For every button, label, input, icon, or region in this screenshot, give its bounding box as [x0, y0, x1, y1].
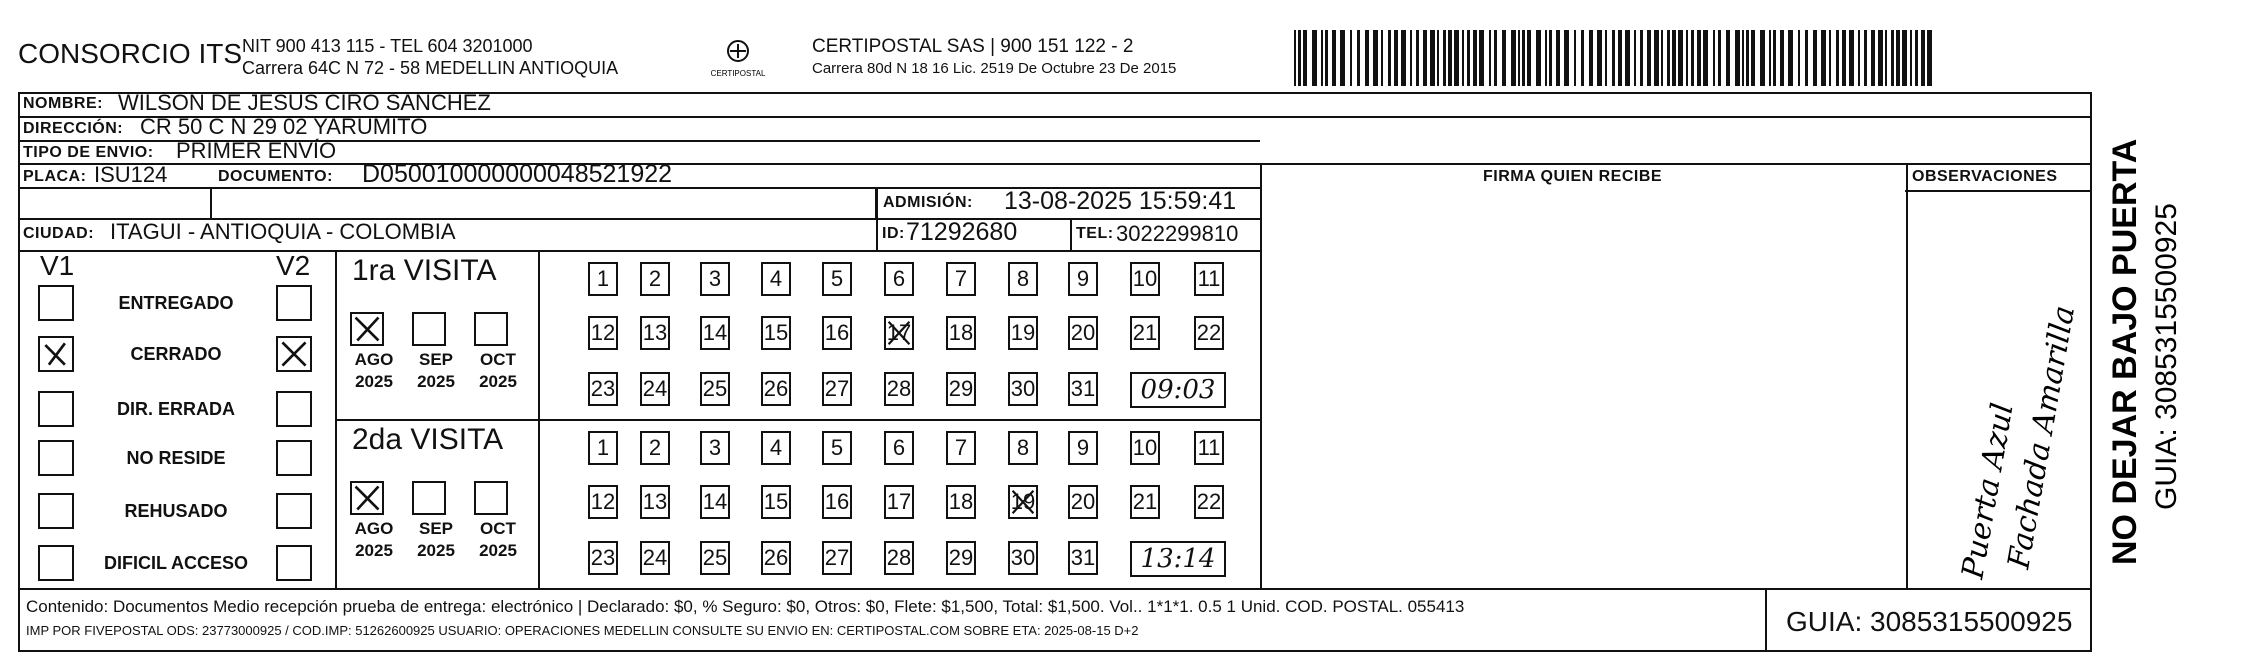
certipostal-logo [708, 38, 768, 82]
barcode-bar [1527, 30, 1531, 86]
barcode-bar [1448, 30, 1452, 86]
barcode-bar [1634, 30, 1636, 86]
day-box[interactable]: 1 [588, 262, 618, 296]
month-checkbox[interactable] [350, 481, 384, 515]
barcode-bar [1891, 30, 1894, 86]
visit-time: 13:14 [1140, 544, 1216, 574]
barcode-bar [1545, 30, 1547, 86]
day-box[interactable]: 2 [640, 262, 670, 296]
day-box[interactable]: 30 [1008, 372, 1038, 406]
day-box[interactable]: 15 [761, 316, 791, 350]
barcode-bar [1878, 30, 1883, 86]
day-box[interactable]: 22 [1194, 485, 1224, 519]
barcode-bar [1735, 30, 1740, 86]
barcode-bar [1332, 30, 1336, 86]
day-box[interactable]: 15 [761, 485, 791, 519]
barcode-bar [1805, 30, 1808, 86]
admission-value: 13-08-2025 15:59:41 [1004, 187, 1237, 215]
barcode-bar [1788, 30, 1793, 86]
day-box[interactable]: 5 [822, 431, 852, 465]
barcode-bar [1494, 30, 1497, 86]
day-box[interactable]: 19 [1008, 316, 1038, 350]
barcode-bar [1321, 30, 1323, 86]
day-box[interactable]: 14 [700, 316, 730, 350]
day-box[interactable]: 12 [588, 485, 618, 519]
barcode-bar [1915, 30, 1918, 86]
barcode-bar [1654, 30, 1659, 86]
barcode-bar [1640, 30, 1643, 86]
day-box[interactable]: 1 [588, 431, 618, 465]
barcode-bar [1780, 30, 1784, 86]
barcode-bar [1703, 30, 1708, 86]
barcode-bar [1773, 30, 1776, 86]
tel-label: TEL: [1076, 225, 1114, 242]
city-label: CIUDAD: [23, 225, 95, 242]
barcode-bar [1597, 30, 1602, 86]
id-value: 71292680 [906, 218, 1018, 246]
status-label: DIR. ERRADA [116, 399, 235, 419]
visit-title: 2da VISITA [352, 423, 504, 456]
day-box[interactable]: 17 [884, 316, 914, 350]
day-box[interactable]: 23 [588, 372, 618, 406]
barcode-bar [1612, 30, 1615, 86]
year-label: 2025 [479, 541, 517, 560]
month-label: AGO [354, 519, 394, 538]
type-value: PRIMER ENVÍO [176, 138, 337, 163]
month-label: AGO [354, 350, 394, 369]
barcode-bar [1667, 30, 1670, 86]
day-box[interactable]: 30 [1008, 541, 1038, 575]
barcode-bar [1618, 30, 1622, 86]
barcode-bar [1885, 30, 1887, 86]
visit-title: 1ra VISITA [352, 254, 497, 287]
year-label: 2025 [417, 372, 455, 391]
barcode-bar [1430, 30, 1435, 86]
side-text [2098, 110, 2198, 580]
address-line: Carrera 64C N 72 - 58 MEDELLIN ANTIOQUIA [242, 58, 619, 78]
year-label: 2025 [417, 541, 455, 560]
day-box[interactable]: 3 [700, 262, 730, 296]
day-box[interactable]: 4 [761, 431, 791, 465]
barcode-bar [1813, 30, 1817, 86]
admission-label: ADMISIÓN: [883, 194, 973, 211]
status-v2-checkbox[interactable] [276, 440, 312, 476]
barcode-bar [1298, 30, 1301, 86]
day-box[interactable]: 18 [946, 316, 976, 350]
status-label: CERRADO [130, 344, 222, 364]
barcode-bar [1742, 30, 1744, 86]
barcode-bar [1564, 30, 1569, 86]
month-checkbox[interactable] [350, 312, 384, 346]
address-label: DIRECCIÓN: [23, 120, 124, 137]
month-checkbox[interactable] [412, 481, 446, 515]
barcode-bar [1726, 30, 1730, 86]
barcode-bar [1858, 30, 1860, 86]
visit-time-box[interactable] [1130, 372, 1226, 408]
day-box[interactable]: 11 [1194, 262, 1224, 296]
barcode [1294, 30, 1934, 86]
day-box[interactable]: 31 [1068, 541, 1098, 575]
month-label: SEP [418, 519, 454, 538]
visit-time: 09:03 [1140, 375, 1216, 405]
day-box[interactable]: 24 [640, 541, 670, 575]
document-value: D050010000000048521922 [362, 160, 673, 188]
svg-text:Fachada Amarilla: Fachada Amarilla [2001, 303, 2083, 572]
barcode-bar [1556, 30, 1560, 86]
day-box[interactable]: 28 [884, 372, 914, 406]
header [0, 0, 2250, 90]
barcode-bar [1842, 30, 1846, 86]
barcode-bar [1836, 30, 1839, 86]
barcode-bar [1312, 30, 1317, 86]
barcode-bar [1829, 30, 1831, 86]
observations-title: OBSERVACIONES [1912, 168, 2058, 185]
month-label: OCT [480, 350, 516, 369]
barcode-bar [1678, 30, 1683, 86]
day-box[interactable]: 13 [640, 316, 670, 350]
barcode-bar [1489, 30, 1491, 86]
status-v1-checkbox[interactable] [38, 391, 74, 427]
day-box[interactable]: 4 [761, 262, 791, 296]
plate-value: ISU124 [94, 162, 168, 187]
barcode-bar [1357, 30, 1360, 86]
day-box[interactable]: 19 [1008, 485, 1038, 519]
status-v1-checkbox[interactable] [38, 336, 74, 372]
day-box[interactable]: 14 [700, 485, 730, 519]
barcode-bar [1871, 30, 1875, 86]
day-box[interactable]: 11 [1194, 431, 1224, 465]
day-box[interactable]: 6 [884, 262, 914, 296]
month-checkbox[interactable] [412, 312, 446, 346]
day-box[interactable]: 21 [1130, 316, 1160, 350]
barcode-bar [1511, 30, 1516, 86]
barcode-bar [1751, 30, 1755, 86]
status-v1-checkbox[interactable] [38, 285, 74, 321]
barcode-bar [1896, 30, 1900, 86]
v1-label: V1 [40, 250, 75, 281]
type-label: TIPO DE ENVIO: [23, 144, 154, 161]
barcode-bar [1443, 30, 1446, 86]
day-box[interactable]: 3 [700, 431, 730, 465]
barcode-bar [1423, 30, 1427, 86]
carrier-line: CERTIPOSTAL SAS | 900 151 122 - 2 [812, 36, 1134, 57]
signature-title: FIRMA QUIEN RECIBE [1483, 168, 1663, 185]
day-box[interactable]: 20 [1068, 316, 1098, 350]
status-label: DIFICIL ACCESO [103, 553, 248, 573]
day-box[interactable]: 7 [946, 262, 976, 296]
barcode-bar [1686, 30, 1688, 86]
signature-area[interactable] [1262, 190, 1905, 588]
day-box[interactable]: 29 [946, 541, 976, 575]
barcode-bar [1647, 30, 1651, 86]
barcode-bar [1294, 30, 1296, 86]
status-v1-checkbox[interactable] [38, 440, 74, 476]
id-label: ID: [882, 225, 905, 242]
day-box[interactable]: 27 [822, 541, 852, 575]
status-label: NO RESIDE [126, 448, 226, 468]
day-box[interactable]: 27 [822, 372, 852, 406]
day-box[interactable]: 2 [640, 431, 670, 465]
barcode-bar [1691, 30, 1694, 86]
address-value: CR 50 C N 29 02 YARUMITO [140, 114, 428, 139]
year-label: 2025 [479, 372, 517, 391]
month-label: OCT [480, 519, 516, 538]
observations-handwriting [1910, 200, 2090, 585]
barcode-bar [1581, 30, 1584, 86]
barcode-bar [1902, 30, 1907, 86]
barcode-bar [1798, 30, 1800, 86]
barcode-bar [1454, 30, 1459, 86]
barcode-bar [1373, 30, 1378, 86]
status-label: ENTREGADO [118, 293, 234, 313]
side-warning: NO DEJAR BAJO PUERTA [2106, 138, 2144, 565]
company-name: CONSORCIO ITS [18, 38, 243, 69]
barcode-bar [1388, 30, 1391, 86]
barcode-bar [1769, 30, 1771, 86]
day-box[interactable]: 16 [822, 316, 852, 350]
day-box[interactable]: 9 [1068, 262, 1098, 296]
day-box[interactable]: 8 [1008, 262, 1038, 296]
day-box[interactable]: 18 [946, 485, 976, 519]
status-v1-checkbox[interactable] [38, 493, 74, 529]
nit-line: NIT 900 413 115 - TEL 604 3201000 [242, 36, 533, 56]
day-box[interactable]: 31 [1068, 372, 1098, 406]
month-label: SEP [418, 350, 454, 369]
day-box[interactable]: 29 [946, 372, 976, 406]
day-box[interactable]: 26 [761, 541, 791, 575]
document-label: DOCUMENTO: [218, 168, 333, 185]
day-box[interactable]: 16 [822, 485, 852, 519]
day-box[interactable]: 9 [1068, 431, 1098, 465]
plate-label: PLACA: [23, 168, 87, 185]
name-value: WILSON DE JESUS CIRO SANCHEZ [118, 90, 491, 115]
day-box[interactable]: 28 [884, 541, 914, 575]
day-box[interactable]: 12 [588, 316, 618, 350]
day-box[interactable]: 10 [1130, 431, 1160, 465]
barcode-bar [1325, 30, 1328, 86]
barcode-bar [1381, 30, 1383, 86]
tel-value: 3022299810 [1116, 221, 1239, 246]
year-label: 2025 [355, 541, 393, 560]
status-v2-checkbox[interactable] [276, 285, 312, 321]
day-box[interactable]: 6 [884, 431, 914, 465]
day-box[interactable]: 24 [640, 372, 670, 406]
day-box[interactable]: 26 [761, 372, 791, 406]
status-label: REHUSADO [124, 501, 228, 521]
status-v2-checkbox[interactable] [276, 493, 312, 529]
barcode-bar [1365, 30, 1369, 86]
day-box[interactable]: 25 [700, 372, 730, 406]
status-v2-checkbox[interactable] [276, 545, 312, 581]
day-box[interactable]: 20 [1068, 485, 1098, 519]
svg-text:Puerta Azul: Puerta Azul [1955, 400, 2021, 582]
month-checkbox[interactable] [474, 481, 508, 515]
barcode-bar [1746, 30, 1749, 86]
day-box[interactable]: 23 [588, 541, 618, 575]
barcode-bar [1416, 30, 1419, 86]
barcode-bar [1697, 30, 1701, 86]
barcode-bar [1574, 30, 1576, 86]
barcode-bar [1401, 30, 1406, 86]
barcode-bar [1522, 30, 1525, 86]
day-box[interactable]: 25 [700, 541, 730, 575]
barcode-bar [1760, 30, 1765, 86]
barcode-bar [1718, 30, 1721, 86]
year-label: 2025 [355, 372, 393, 391]
barcode-bar [1661, 30, 1663, 86]
barcode-bar [1467, 30, 1470, 86]
day-box[interactable]: 10 [1130, 262, 1160, 296]
v2-label: V2 [276, 250, 311, 281]
city-value: ITAGUI - ANTIOQUIA - COLOMBIA [110, 219, 456, 244]
barcode-bar [1713, 30, 1715, 86]
day-box[interactable]: 17 [884, 485, 914, 519]
day-box[interactable]: 8 [1008, 431, 1038, 465]
barcode-bar [1927, 30, 1932, 86]
day-box[interactable]: 13 [640, 485, 670, 519]
barcode-bar [1921, 30, 1925, 86]
barcode-bar [1821, 30, 1826, 86]
barcode-bar [1536, 30, 1541, 86]
side-guia: GUIA: 3085315500925 [2150, 203, 2183, 510]
day-box[interactable]: 5 [822, 262, 852, 296]
barcode-bar [1410, 30, 1412, 86]
barcode-bar [1910, 30, 1912, 86]
barcode-bar [1394, 30, 1398, 86]
license-line: Carrera 80d N 18 16 Lic. 2519 De Octubre 23 De 2015 [812, 60, 1177, 77]
barcode-bar [1549, 30, 1552, 86]
barcode-bar [1502, 30, 1506, 86]
footer-contents: Contenido: Documentos Medio recepción prueba de entrega: electrónico | Declarado: $0, % Seguro: $0, Otros: $0, Flete: $1,500, Total: $1,500. Vol.. 1*1*1. 0.5 1 Unid. COD. POSTAL. 055413 [26, 597, 1465, 616]
barcode-bar [1672, 30, 1676, 86]
day-box[interactable]: 22 [1194, 316, 1224, 350]
barcode-bar [1518, 30, 1520, 86]
barcode-bar [1625, 30, 1630, 86]
svg-text:CERTIPOSTAL: CERTIPOSTAL [710, 69, 766, 78]
barcode-bar [1350, 30, 1352, 86]
barcode-bar [1303, 30, 1307, 86]
month-checkbox[interactable] [474, 312, 508, 346]
barcode-bar [1605, 30, 1607, 86]
status-v2-checkbox[interactable] [276, 336, 312, 372]
day-box[interactable]: 21 [1130, 485, 1160, 519]
barcode-bar [1340, 30, 1345, 86]
barcode-bar [1437, 30, 1439, 86]
barcode-bar [1864, 30, 1867, 86]
status-v2-checkbox[interactable] [276, 391, 312, 427]
name-label: NOMBRE: [23, 95, 103, 112]
barcode-bar [1462, 30, 1464, 86]
barcode-bar [1473, 30, 1477, 86]
barcode-bar [1479, 30, 1484, 86]
barcode-bar [1849, 30, 1854, 86]
barcode-bar [1589, 30, 1593, 86]
status-v1-checkbox[interactable] [38, 545, 74, 581]
day-box[interactable]: 7 [946, 431, 976, 465]
footer-imp: IMP POR FIVEPOSTAL ODS: 23773000925 / COD.IMP: 51262600925 USUARIO: OPERACIONES MEDELLIN CONSULTE SU ENVIO EN: CERTIPOSTAL.COM SOBRE ETA: 2025-08-15 D+2 [26, 623, 1139, 638]
visit-time-box[interactable] [1130, 541, 1226, 577]
footer-guia: GUIA: 3085315500925 [1786, 606, 2073, 637]
